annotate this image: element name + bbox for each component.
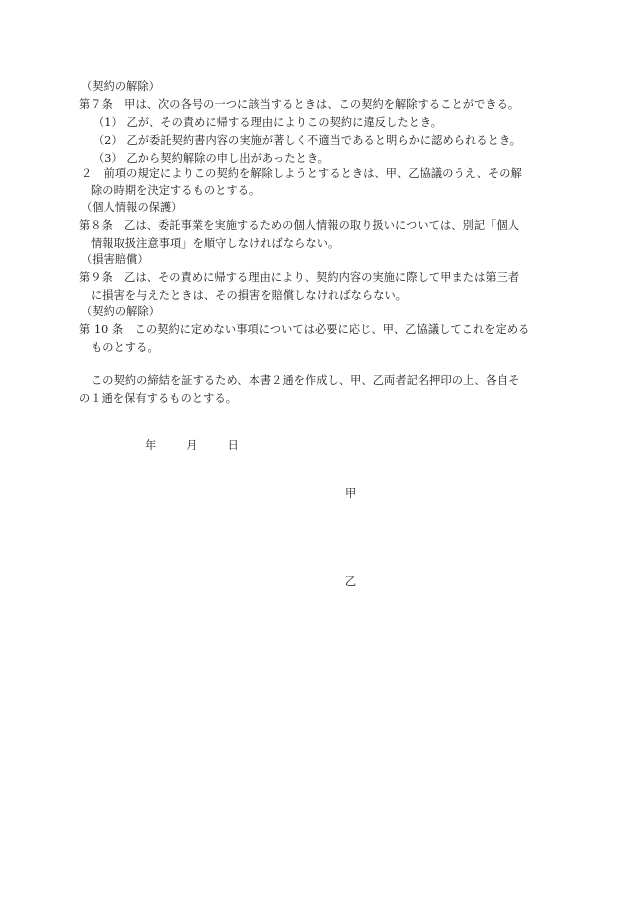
article7-item-2: （2） 乙が委託契約書内容の実施が著しく不適当であると明らかに認められるとき。 (93, 134, 522, 147)
article10-line1: 第 10 条 この契約に定めない事項については必要に応じ、甲、乙協議してこれを定める (79, 323, 530, 336)
article7-para2-line1: ２ 前項の規定によりこの契約を解除しようとするときは、甲、乙協議のうえ、その解 (81, 167, 522, 180)
article8-line1: 第８条 乙は、委託事業を実施するための個人情報の取り扱いについては、別記「個人 (79, 219, 519, 232)
closing-line1: この契約の締結を証するため、本書２通を作成し、甲、乙両者記名押印の上、各自そ (91, 374, 520, 387)
party-a-label: 甲 (345, 487, 357, 500)
date-month: 月 (186, 439, 198, 452)
closing-line2: の１通を保有するものとする。 (79, 392, 238, 405)
article9-line1: 第９条 乙は、その責めに帰する理由により、契約内容の実施に際して甲または第三者 (79, 271, 520, 284)
article10-heading: （契約の解除） (81, 305, 161, 318)
date-line (145, 438, 239, 454)
article9-heading: （損害賠償） (81, 253, 149, 266)
article10-line2: ものとする。 (91, 341, 159, 354)
date-day: 日 (227, 439, 239, 452)
party-b-label: 乙 (345, 575, 357, 588)
article8-heading: （個人情報の保護） (81, 201, 183, 214)
article7-heading: （契約の解除） (81, 80, 161, 93)
article9-line2: に損害を与えたときは、その損害を賠償しなければならない。 (91, 289, 408, 302)
date-year: 年 (145, 439, 157, 452)
article8-line2: 情報取扱注意事項」を順守しなければならない。 (91, 237, 340, 250)
article7-item-1: （1） 乙が、その責めに帰する理由によりこの契約に違反したとき。 (93, 116, 443, 129)
article7-para2-line2: 除の時期を決定するものとする。 (91, 184, 261, 197)
article7-item-3: （3） 乙から契約解除の申し出があったとき。 (93, 152, 330, 165)
article7-body: 第７条 甲は、次の各号の一つに該当するときは、この契約を解除することができる。 (79, 98, 520, 111)
